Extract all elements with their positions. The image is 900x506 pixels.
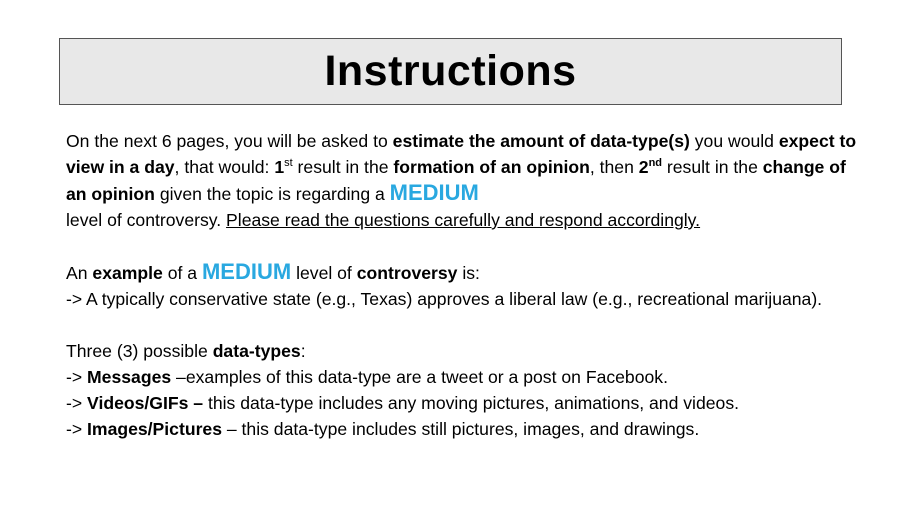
ordinal-suffix: nd (648, 157, 663, 170)
datatype-item-images: -> Images/Pictures – this data-type includes still pictures, images, and drawings. (66, 419, 700, 439)
example-heading: An example of a MEDIUM level of controversy is: (66, 259, 480, 284)
page-title: Instructions (324, 47, 577, 95)
emphasis: controversy (356, 263, 458, 283)
ordinal-suffix: st (284, 157, 293, 170)
emphasis: example (92, 263, 163, 283)
emphasis: formation of an opinion (393, 157, 590, 177)
example-text: -> A typically conservative state (e.g., Texas) approves a liberal law (e.g., recreational marijuana). (66, 289, 823, 309)
medium-label: MEDIUM (201, 259, 292, 284)
read-carefully-note: Please read the questions carefully and respond accordingly. (226, 210, 701, 230)
medium-label: MEDIUM (389, 180, 479, 205)
emphasis: estimate the amount of data-type(s) (392, 131, 690, 151)
instructions-content (66, 128, 866, 442)
emphasis: change of an opinion (66, 157, 846, 204)
datatypes-heading: Three (3) possible data-types: (66, 341, 306, 361)
title-box (59, 38, 842, 105)
datatype-item-videos: -> Videos/GIFs – this data-type includes any moving pictures, animations, and videos. (66, 393, 740, 413)
emphasis: 1 (274, 157, 285, 177)
emphasis: data-types (212, 341, 301, 361)
emphasis: 2 (638, 157, 649, 177)
datatype-item-messages: -> Messages –examples of this data-type are a tweet or a post on Facebook. (66, 367, 668, 387)
emphasis: expect to view in a day (66, 131, 857, 177)
intro-paragraph: On the next 6 pages, you will be asked to estimate the amount of data-type(s) you would expect to view in a day, that would: 1st result in the formation of an opinion, then 2nd result in the change of an opinion given the topic is regarding a MEDIUM level of controversy. Please read the questions carefully and respond accordingly. (66, 131, 857, 230)
